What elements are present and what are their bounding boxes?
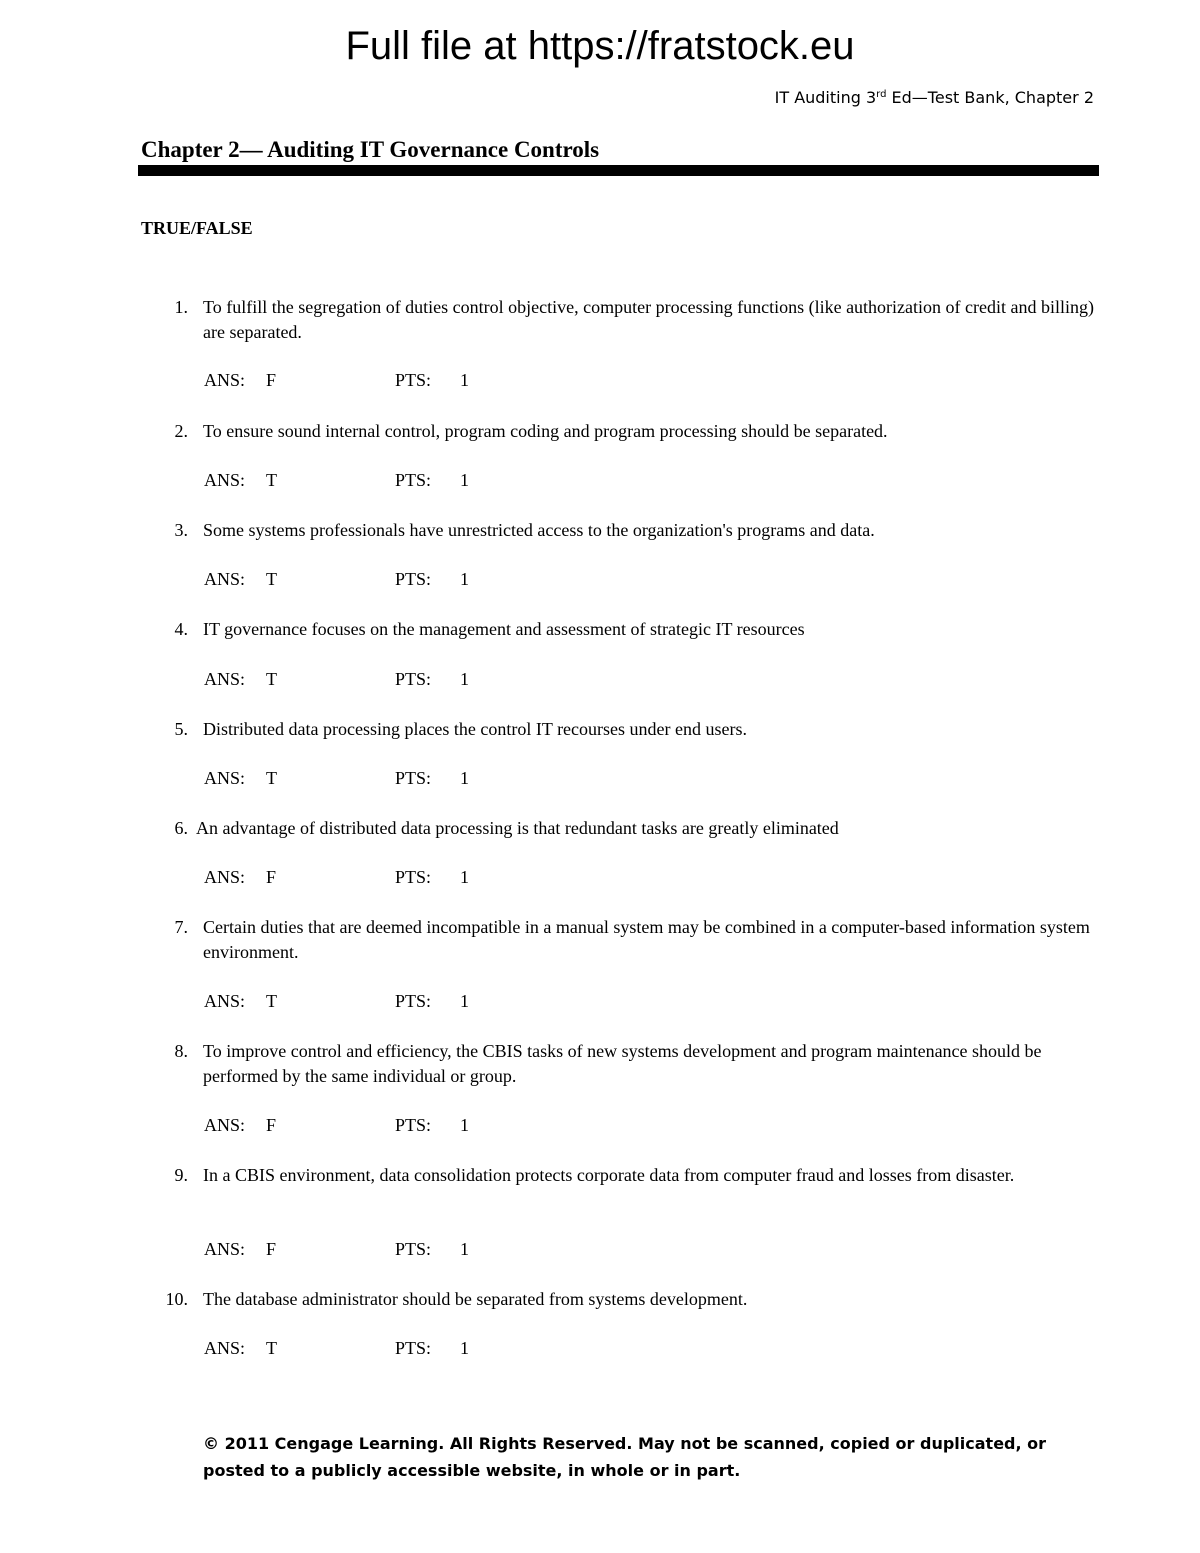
ans-value: F	[266, 1239, 277, 1259]
title-rule	[138, 165, 1099, 176]
ans-value: T	[266, 991, 277, 1011]
pts-label: PTS:	[395, 991, 432, 1011]
question-5	[140, 717, 1100, 742]
chapter-title: Chapter 2— Auditing IT Governance Controls	[141, 137, 600, 162]
question-8	[140, 1039, 1100, 1089]
question-text: To fulfill the segregation of duties control objective, computer processing functions (like authorization of credit and billing) are separated.	[203, 297, 1094, 342]
ans-label: ANS:	[204, 1338, 246, 1358]
pts-label: PTS:	[395, 669, 432, 689]
running-header-prefix: IT Auditing 3	[774, 88, 877, 107]
ans-value: F	[266, 370, 277, 390]
pts-label: PTS:	[395, 867, 432, 887]
question-number: 4.	[174, 619, 188, 639]
ans-label: ANS:	[204, 1239, 246, 1259]
question-4	[140, 617, 1100, 642]
ans-label: ANS:	[204, 569, 246, 589]
question-number: 7.	[174, 917, 188, 937]
question-6	[140, 816, 1100, 841]
running-header-superscript: rd	[876, 89, 887, 100]
running-header	[775, 87, 1094, 109]
question-text: To ensure sound internal control, program coding and program processing should be separated.	[203, 421, 888, 441]
ans-value: T	[266, 1338, 277, 1358]
question-number: 5.	[174, 719, 188, 739]
question-number: 6.	[174, 818, 188, 838]
ans-value: T	[266, 669, 277, 689]
question-number: 3.	[174, 520, 188, 540]
question-text: Distributed data processing places the control IT recourses under end users.	[203, 719, 747, 739]
pts-label: PTS:	[395, 470, 432, 490]
pts-value: 1	[460, 470, 469, 490]
pts-label: PTS:	[395, 1115, 432, 1135]
question-number: 2.	[174, 421, 188, 441]
question-text: Certain duties that are deemed incompatible in a manual system may be combined in a computer-based information system environment.	[203, 917, 1090, 962]
question-text: IT governance focuses on the management and assessment of strategic IT resources	[203, 619, 805, 639]
question-text: To improve control and efficiency, the CBIS tasks of new systems development and program maintenance should be performed by the same individual or group.	[203, 1041, 1042, 1086]
question-text: An advantage of distributed data processing is that redundant tasks are greatly eliminated	[196, 818, 839, 838]
ans-label: ANS:	[204, 370, 246, 390]
ans-label: ANS:	[204, 1115, 246, 1135]
pts-value: 1	[460, 1239, 469, 1259]
ans-label: ANS:	[204, 867, 246, 887]
pts-value: 1	[460, 867, 469, 887]
pts-value: 1	[460, 370, 469, 390]
ans-label: ANS:	[204, 669, 246, 689]
question-1	[140, 295, 1100, 345]
pts-label: PTS:	[395, 768, 432, 788]
pts-value: 1	[460, 768, 469, 788]
question-text: In a CBIS environment, data consolidation protects corporate data from computer fraud and losses from disaster.	[203, 1165, 1015, 1185]
question-text: Some systems professionals have unrestricted access to the organization's programs and data.	[203, 520, 875, 540]
ans-value: T	[266, 569, 277, 589]
pts-label: PTS:	[395, 569, 432, 589]
question-number: 9.	[174, 1165, 188, 1185]
pts-value: 1	[460, 669, 469, 689]
question-7	[140, 915, 1100, 965]
pts-value: 1	[460, 991, 469, 1011]
ans-value: T	[266, 768, 277, 788]
section-title: TRUE/FALSE	[141, 218, 253, 238]
ans-label: ANS:	[204, 991, 246, 1011]
pts-value: 1	[460, 1338, 469, 1358]
question-9	[140, 1163, 1100, 1188]
pts-label: PTS:	[395, 1338, 432, 1358]
question-2	[140, 419, 1100, 444]
copyright-line-2: posted to a publicly accessible website, in whole or in part.	[203, 1461, 741, 1480]
pts-label: PTS:	[395, 370, 432, 390]
ans-label: ANS:	[204, 768, 246, 788]
ans-label: ANS:	[204, 470, 246, 490]
copyright-footer	[203, 1430, 1046, 1484]
running-header-suffix: Ed—Test Bank, Chapter 2	[886, 88, 1094, 107]
question-10	[140, 1287, 1100, 1312]
pts-value: 1	[460, 569, 469, 589]
pts-value: 1	[460, 1115, 469, 1135]
watermark-banner: Full file at https://fratstock.eu	[345, 24, 855, 68]
ans-value: F	[266, 867, 277, 887]
pts-label: PTS:	[395, 1239, 432, 1259]
question-number: 8.	[174, 1041, 188, 1061]
ans-value: T	[266, 470, 277, 490]
question-number: 1.	[174, 297, 188, 317]
ans-value: F	[266, 1115, 277, 1135]
question-number: 10.	[165, 1289, 188, 1309]
question-3	[140, 518, 1100, 543]
question-text: The database administrator should be separated from systems development.	[203, 1289, 748, 1309]
copyright-line-1: © 2011 Cengage Learning. All Rights Reserved. May not be scanned, copied or duplicated, or	[203, 1434, 1047, 1453]
